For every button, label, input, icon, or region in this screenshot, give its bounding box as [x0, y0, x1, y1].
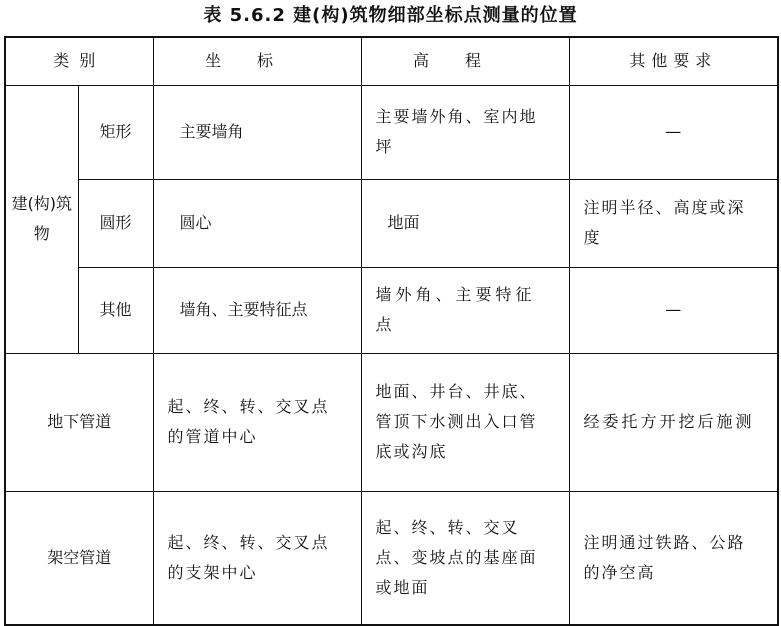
coordinate-cell: 主要墙角: [153, 85, 361, 179]
subcategory-cell: 圆形: [78, 179, 153, 267]
other-requirement-cell: 经委托方开挖后施测: [569, 353, 778, 491]
coordinate-cell: 墙角、主要特征点: [153, 267, 361, 353]
category-cell: 地下管道: [5, 353, 153, 491]
elevation-cell: 起、终、转、交叉点、变坡点的基座面或地面: [361, 491, 569, 625]
other-requirement-cell: —: [569, 85, 778, 179]
other-requirement-cell: 注明通过铁路、公路的净空高: [569, 491, 778, 625]
table-row: [5, 353, 778, 491]
subcategory-cell: 其他: [78, 267, 153, 353]
table-row: [5, 267, 778, 353]
header-other: 其他要求: [569, 37, 778, 85]
coordinate-cell: 圆心: [153, 179, 361, 267]
table-title: 表 5.6.2 建(构)筑物细部坐标点测量的位置: [203, 5, 578, 26]
other-requirement-cell: —: [569, 267, 778, 353]
coordinate-cell: 起、终、转、交叉点的支架中心: [153, 491, 361, 625]
header-coordinate: 坐标: [153, 37, 361, 85]
elevation-cell: 主要墙外角、室内地坪: [361, 85, 569, 179]
table-row: [5, 85, 778, 179]
table-row: [5, 491, 778, 625]
header-row: [5, 37, 778, 85]
subcategory-cell: 矩形: [78, 85, 153, 179]
building-group-cell: 建(构)筑物: [5, 85, 78, 353]
measurement-position-table: [4, 36, 779, 626]
header-elevation: 高程: [361, 37, 569, 85]
category-cell: 架空管道: [5, 491, 153, 625]
elevation-cell: 地面: [361, 179, 569, 267]
header-category: 类别: [5, 37, 153, 85]
table-row: [5, 179, 778, 267]
elevation-cell: 墙外角、主要特征点: [361, 267, 569, 353]
other-requirement-cell: 注明半径、高度或深度: [569, 179, 778, 267]
elevation-cell: 地面、井台、井底、管顶下水测出入口管底或沟底: [361, 353, 569, 491]
coordinate-cell: 起、终、转、交叉点的管道中心: [153, 353, 361, 491]
